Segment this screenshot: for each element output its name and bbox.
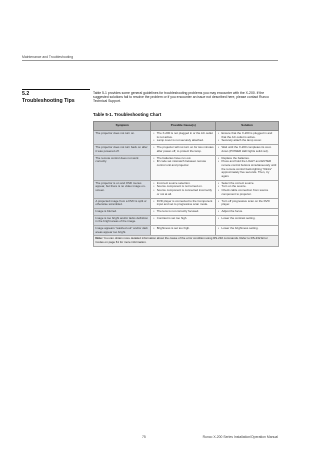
solution-cell — [216, 155, 279, 180]
table-row — [94, 180, 279, 198]
cause-item: • Lamp cover is not securely attached. — [157, 139, 214, 143]
symptom-cell: Image is blurred. — [94, 208, 151, 215]
solution-cell — [216, 180, 279, 198]
cause-cell-list — [153, 227, 214, 231]
table-header-row — [94, 122, 279, 131]
cause-item: • IR code set mismatch between remote control unit and projector. — [157, 160, 214, 167]
cause-cell-list — [153, 210, 214, 214]
table-note-row — [94, 236, 279, 246]
troubleshooting-table — [93, 121, 279, 247]
cause-item: • Source component is not turned on. — [157, 185, 214, 189]
solution-item: • Press and hold the LIGHT and ENTER remote control buttons simultaneously until the remote control back-lighting "blinks" approximately five seconds. Then, try again. — [221, 160, 276, 179]
symptom-cell: The projector does not turn back on after it was powered off. — [94, 145, 151, 155]
cause-item: • The X-200 is not plugged in or the AC outlet is not active. — [157, 132, 214, 139]
solution-item: • Securely attach the lamp cover. — [221, 139, 276, 143]
header-solution: Solution — [216, 122, 279, 131]
header-rule — [22, 60, 278, 61]
header-cause: Possible Cause(s) — [151, 122, 216, 131]
solution-cell-list — [217, 146, 276, 153]
solution-item: • Replace the batteries. — [221, 157, 276, 161]
symptom-cell: A projected image from a DVD is split or otherwise scrambled. — [94, 198, 151, 208]
section-number: 5.2 — [22, 91, 30, 97]
solution-cell-list — [217, 217, 276, 221]
cause-cell — [151, 208, 216, 215]
table-row — [94, 131, 279, 145]
solution-cell — [216, 208, 279, 215]
cause-cell — [151, 226, 216, 236]
section-title: Troubleshooting Tips — [22, 97, 75, 104]
manual-title: Runco X-200 Series Installation/Operation Manual — [202, 435, 278, 439]
solution-item: • Lower the contrast setting. — [221, 217, 276, 221]
symptom-cell: The remote control does not work correctly. — [94, 155, 151, 180]
cause-cell-list — [153, 182, 214, 197]
cause-cell — [151, 215, 216, 225]
symptom-cell: The projector is on and OSD menus appear, but there is no video image on-screen. — [94, 180, 151, 198]
cause-item: • Source component is connected incorrectly or not at all. — [157, 189, 214, 196]
solution-cell — [216, 145, 279, 155]
table-row — [94, 198, 279, 208]
symptom-cell: The projector does not turn on. — [94, 131, 151, 145]
cause-cell-list — [153, 217, 214, 221]
solution-cell-list — [217, 227, 276, 231]
solution-cell — [216, 215, 279, 225]
solution-item: • Select the correct source. — [221, 182, 276, 186]
solution-item: • Ensure that the X-200 is plugged in and that the AC outlet is active. — [221, 132, 276, 139]
cause-item: • The batteries have run out. — [157, 157, 214, 161]
cause-item: • Brightness is set too high. — [157, 227, 214, 231]
section-intro: Table 5-1 provides some general guidelines for troubleshooting problems you may encounter with the X-200. If the suggested solutions fail to resolve the problem or if you encounter an issue not described here, please contact Runco Technical Support. — [93, 91, 269, 104]
cause-cell-list — [153, 157, 214, 168]
solution-cell — [216, 131, 279, 145]
table-row — [94, 215, 279, 225]
cause-item: • The lens is not correctly focused. — [157, 210, 214, 214]
cause-cell-list — [153, 200, 214, 207]
table-caption: Table 5-1. Troubleshooting Chart — [93, 112, 162, 117]
solution-item: • Lower the brightness setting. — [221, 227, 276, 231]
solution-item: • Check cable connection from source component to projector. — [221, 189, 276, 196]
solution-cell — [216, 198, 279, 208]
cause-item: • Contrast is set too high. — [157, 217, 214, 221]
running-header: Maintenance and Troubleshooting — [22, 55, 74, 59]
symptom-cell: Image is too bright and/or lacks definition in the bright areas of the image. — [94, 215, 151, 225]
solution-cell-list — [217, 200, 276, 207]
cause-item: • DVD player is connected to the Component input and set to progressive scan mode. — [157, 200, 214, 207]
symptom-cell: Image appears "washed out" and/or dark areas appear too bright. — [94, 226, 151, 236]
solution-cell-list — [217, 210, 276, 214]
solution-item: • Turn on the source. — [221, 185, 276, 189]
header-symptom: Symptom — [94, 122, 151, 131]
page-number: 75 — [142, 435, 146, 439]
cause-cell — [151, 131, 216, 145]
note-label: Note: — [95, 236, 103, 241]
solution-cell — [216, 226, 279, 236]
table-row — [94, 155, 279, 180]
cause-cell — [151, 155, 216, 180]
table-row — [94, 208, 279, 215]
solution-cell-list — [217, 132, 276, 143]
solution-item: • Turn off progressive scan on the DVD player. — [221, 200, 276, 207]
cause-cell — [151, 198, 216, 208]
solution-cell-list — [217, 182, 276, 197]
solution-item: • Adjust the focus. — [221, 210, 276, 214]
table-note — [94, 236, 279, 246]
cause-item: • The projector will not turn on for two minutes after power-off, to protect the lamp. — [157, 146, 214, 153]
cause-cell-list — [153, 132, 214, 143]
cause-item: • Incorrect source selection. — [157, 182, 214, 186]
note-text: You can obtain more detailed information about the cause of the error condition using RS-232 commands. Refer to RS-232 Error Codes on page 61 for more information. — [95, 236, 268, 245]
solution-item: • Wait until the X-200 completes its cool-down (POWER LED lights solid red). — [221, 146, 276, 153]
cause-cell — [151, 180, 216, 198]
table-row — [94, 145, 279, 155]
solution-cell-list — [217, 157, 276, 179]
section-rule — [22, 89, 90, 90]
table-row — [94, 226, 279, 236]
cause-cell — [151, 145, 216, 155]
cause-cell-list — [153, 146, 214, 153]
